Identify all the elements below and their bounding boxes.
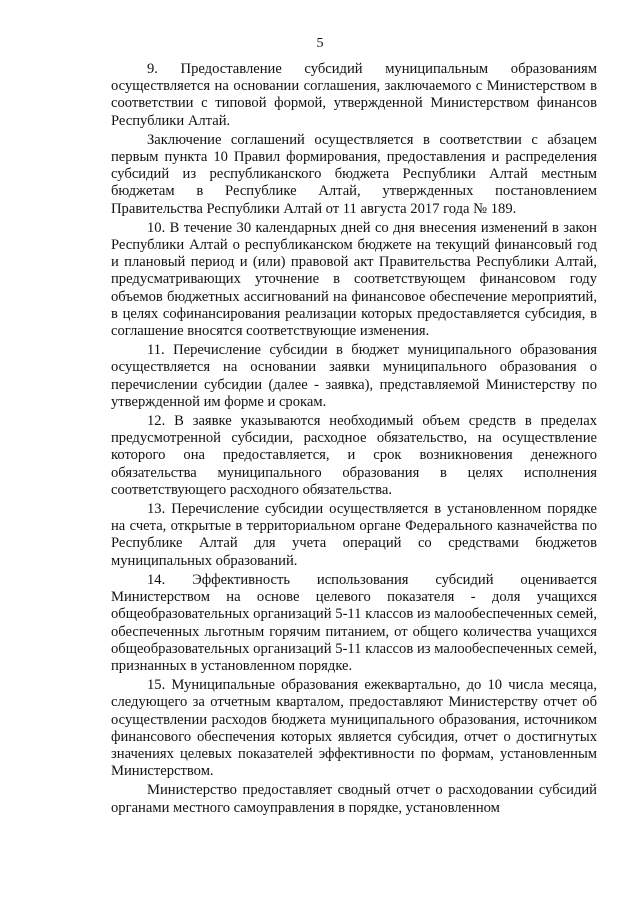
paragraph-item-9: 9. Предоставление субсидий муниципальным образованиям осуществляется на основании соглашения, заключаемого с Министерством в соответствии с типовой формой, утвержденной Министерством финансов Республики Алтай. <box>111 61 597 129</box>
paragraph-item-10: 10. В течение 30 календарных дней со дня внесения изменений в закон Республики Алтай о республиканском бюджете на текущий финансовый год и плановый период и (или) правовой акт Правительства Республики Алтай, предусматривающих уточнение в соответствующем финансовом году объемов бюджетных ассигнований на финансовое обеспечение мероприятий, в целях софинансирования реализации которых предоставляется субсидия, в соглашение вносятся соответствующие изменения. <box>111 219 597 340</box>
page-number: 5 <box>316 36 324 51</box>
paragraph-ministry-report: Министерство предоставляет сводный отчет о расходовании субсидий органами местного самоуправления в порядке, установленном <box>111 782 597 816</box>
paragraph-item-12: 12. В заявке указываются необходимый объем средств в пределах предусмотренной субсидии, расходное обязательство, на осуществление которого она предоставляется, и срок возникновения денежного обязательства муниципального образования в целях исполнения соответствующего расходного обязательства. <box>111 413 597 498</box>
paragraph-item-14: 14. Эффективность использования субсидий оценивается Министерством на основе целевого показателя - доля учащихся общеобразовательных организаций 5-11 классов из малообеспеченных семей, обеспеченных льготным горячим питанием, от общего количества учащихся общеобразовательных организаций 5-11 классов из малообеспеченных семей, признанных в установленном порядке. <box>111 571 597 674</box>
paragraph-item-13: 13. Перечисление субсидии осуществляется в установленном порядке на счета, открытые в территориальном органе Федерального казначейства по Республике Алтай для учета операций со средствами бюджетов муниципальных образований. <box>111 501 597 569</box>
paragraph-agreement-conclusion: Заключение соглашений осуществляется в соответствии с абзацем первым пункта 10 Правил формирования, предоставления и распределения субсидий из республиканского бюджета Республики Алтай местным бюджетам в Республике Алтай, утвержденных постановлением Правительства Республики Алтай от 11 августа 2017 года № 189. <box>111 131 597 217</box>
paragraph-item-15: 15. Муниципальные образования ежеквартально, до 10 числа месяца, следующего за отчетным кварталом, предоставляют Министерству отчет об осуществлении расходов бюджета муниципального образования, источником финансового обеспечения которых является субсидия, отчет о достигнутых значениях целевых показателей эффективности по формам, установленным Министерством. <box>111 677 597 780</box>
paragraph-item-11: 11. Перечисление субсидии в бюджет муниципального образования осуществляется на основании заявки муниципального образования о перечислении субсидии (далее - заявка), представляемой Министерству по утвержденной им форме и срокам. <box>111 342 597 410</box>
document-body <box>111 61 597 817</box>
